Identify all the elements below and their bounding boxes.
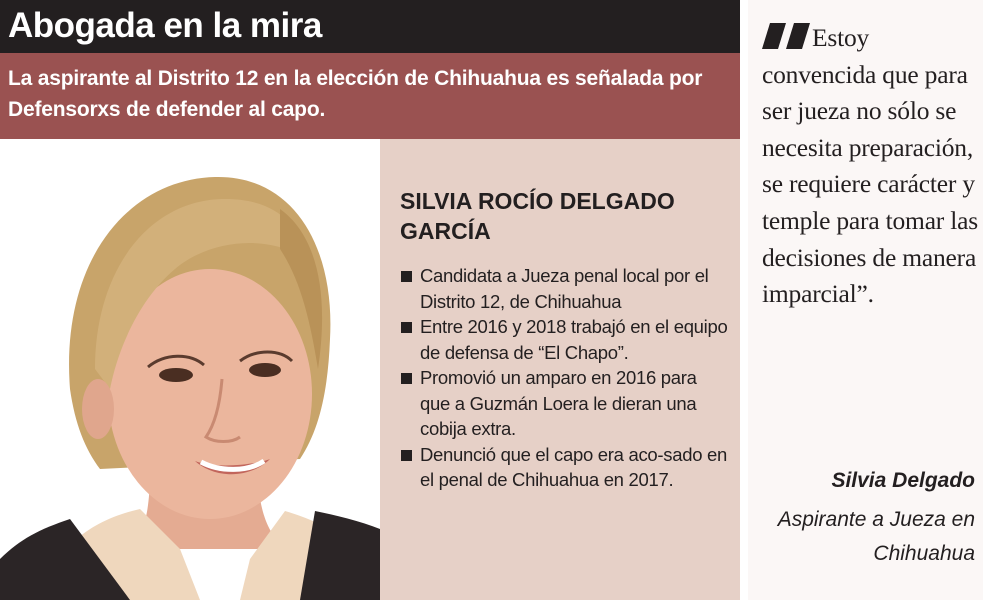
list-item: Denunció que el capo era aco-sado en el penal de Chihuahua en 2017.	[400, 442, 730, 493]
portrait-photo	[0, 139, 380, 600]
portrait-illustration	[0, 139, 380, 600]
header-bar	[0, 0, 740, 53]
quote-panel	[748, 0, 983, 600]
square-bullet-icon	[401, 271, 412, 282]
headline: Abogada en la mira	[8, 6, 322, 45]
subheadline: La aspirante al Distrito 12 en la elección de Chihuahua es señalada por Defensorxs de defender al capo.	[8, 67, 703, 121]
square-bullet-icon	[401, 450, 412, 461]
quote-author: Silvia Delgado	[831, 469, 975, 492]
facts-list	[400, 263, 730, 493]
column-divider	[740, 0, 748, 600]
subheadline-bar	[0, 53, 740, 139]
candidate-name: SILVIA ROCÍO DELGADO GARCÍA	[400, 188, 675, 244]
quote-author-role: Aspirante a Jueza en Chihuahua	[777, 508, 975, 565]
list-item: Promovió un amparo en 2016 para que a Guzmán Loera le dieran una cobija extra.	[400, 365, 730, 442]
list-item: Entre 2016 y 2018 trabajó en el equipo de defensa de “El Chapo”.	[400, 314, 730, 365]
quote-text: Estoy convencida que para ser jueza no sólo se necesita preparación, se requiere carácter y temple para tomar las decisiones de manera imparcial”.	[762, 23, 978, 309]
square-bullet-icon	[401, 322, 412, 333]
square-bullet-icon	[401, 373, 412, 384]
list-item: Candidata a Jueza penal local por el Distrito 12, de Chihuahua	[400, 263, 730, 314]
